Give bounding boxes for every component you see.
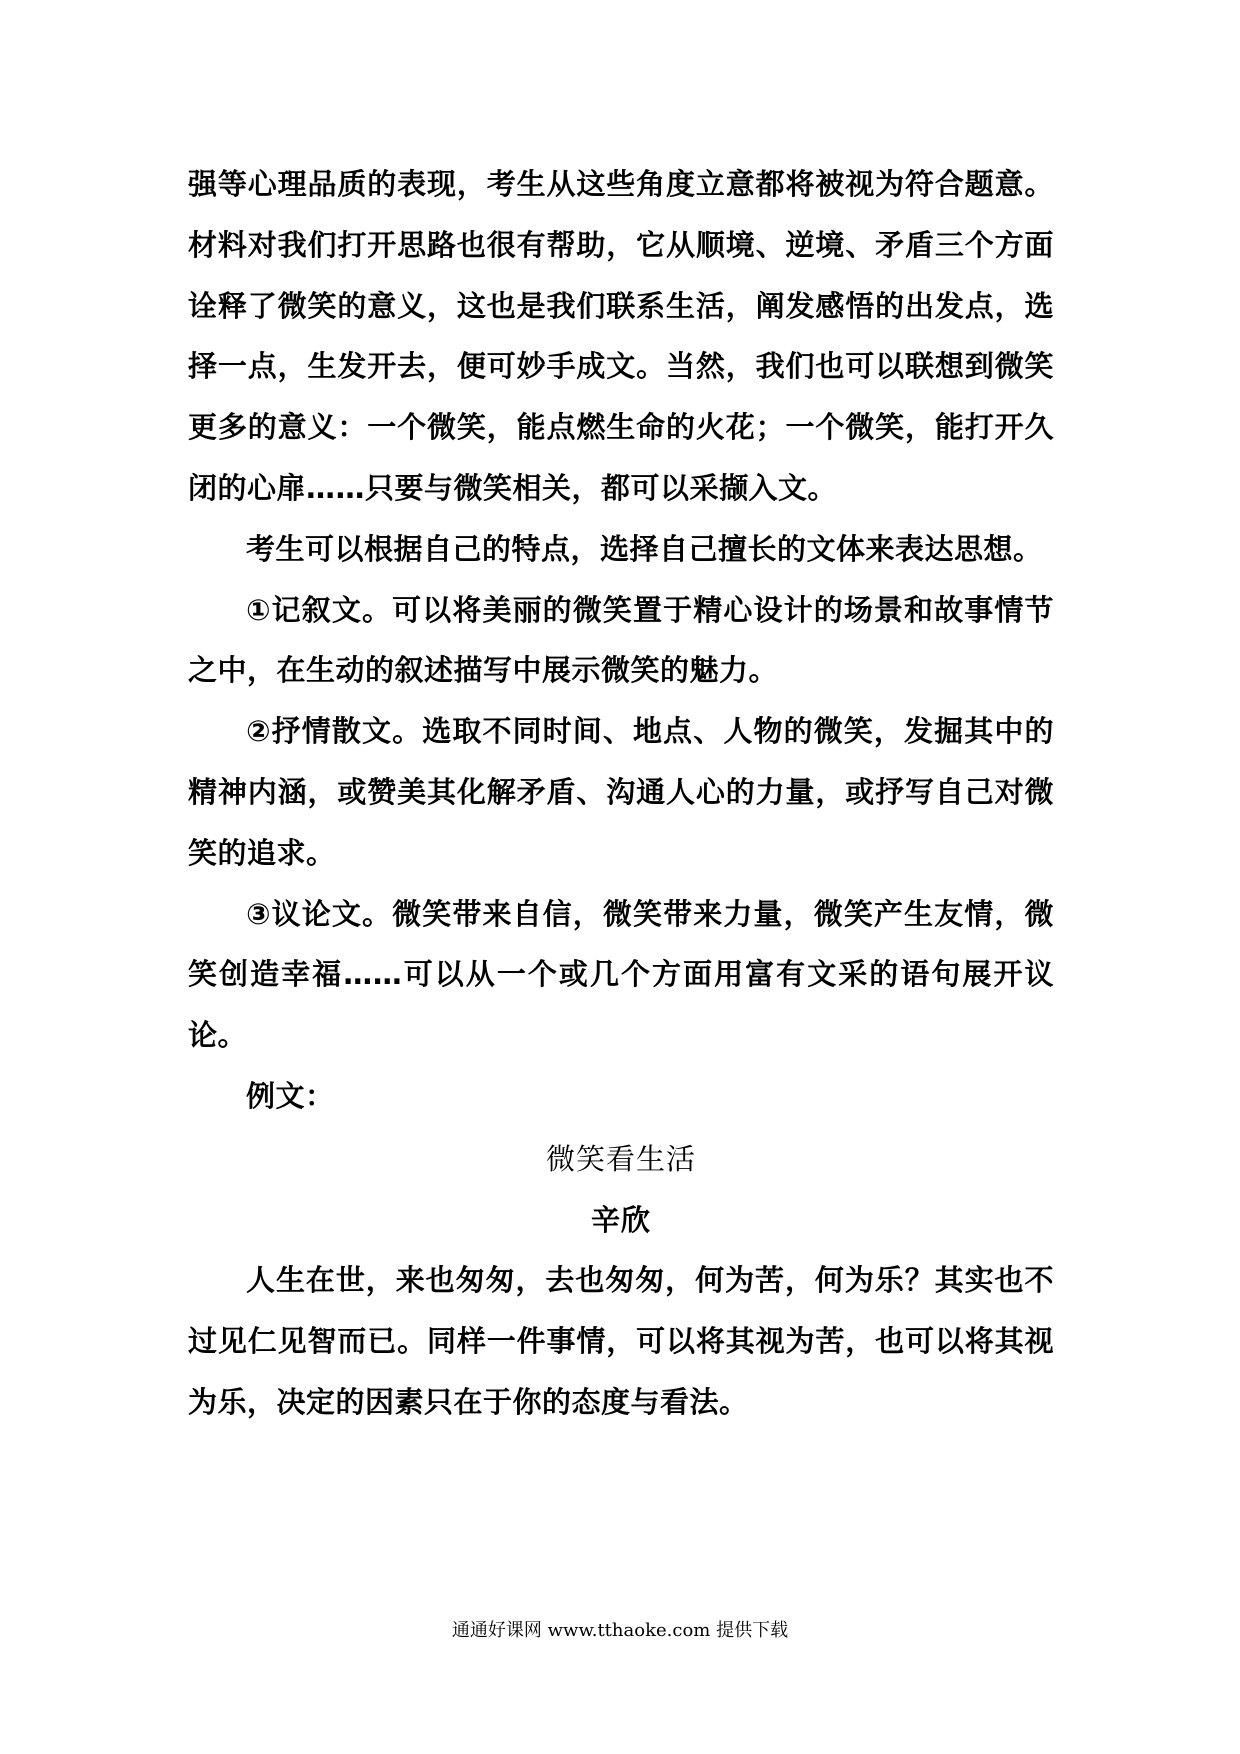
genre-lyric-paragraph: ②抒情散文。选取不同时间、地点、人物的微笑，发掘其中的精神内涵，或赞美其化解矛盾、沟通人心的力量，或抒写自己对微笑的追求。	[188, 714, 1054, 870]
example-label: 例文：	[246, 1078, 335, 1113]
genre-argument-paragraph: ③议论文。微笑带来自信，微笑带来力量，微笑产生友情，微笑创造幸福……可以从一个或几个方面用富有文采的语句展开议论。	[188, 896, 1054, 1053]
essay-body-paragraph: 人生在世，来也匆匆，去也匆匆，何为苦，何为乐？其实也不过见仁见智而已。同样一件事情，可以将其视为苦，也可以将其视为乐，决定的因素只在于你的态度与看法。	[188, 1263, 1054, 1419]
genre-narrative-paragraph: ①记叙文。可以将美丽的微笑置于精心设计的场景和故事情节之中，在生动的叙述描写中展示微笑的魅力。	[188, 592, 1054, 688]
genre-intro-paragraph: 考生可以根据自己的特点，选择自己擅长的文体来表达思想。	[246, 531, 1043, 566]
lead-paragraph: 强等心理品质的表现，考生从这些角度立意都将被视为符合题意。材料对我们打开思路也很有帮助，它从顺境、逆境、矛盾三个方面诠释了微笑的意义，这也是我们联系生活，阐发感悟的出发点，选择一点，生发开去，便可妙手成文。当然，我们也可以联想到微笑更多的意义：一个微笑，能点燃生命的火花；一个微笑，能打开久闭的心扉……只要与微笑相关，都可以采撷入文。	[188, 167, 1054, 505]
essay-author: 辛欣	[590, 1202, 651, 1237]
essay-title: 微笑看生活	[545, 1141, 696, 1176]
document-body	[188, 154, 1054, 1433]
page-footer: 通通好课网 www.tthaoke.com 提供下载	[451, 1620, 789, 1641]
